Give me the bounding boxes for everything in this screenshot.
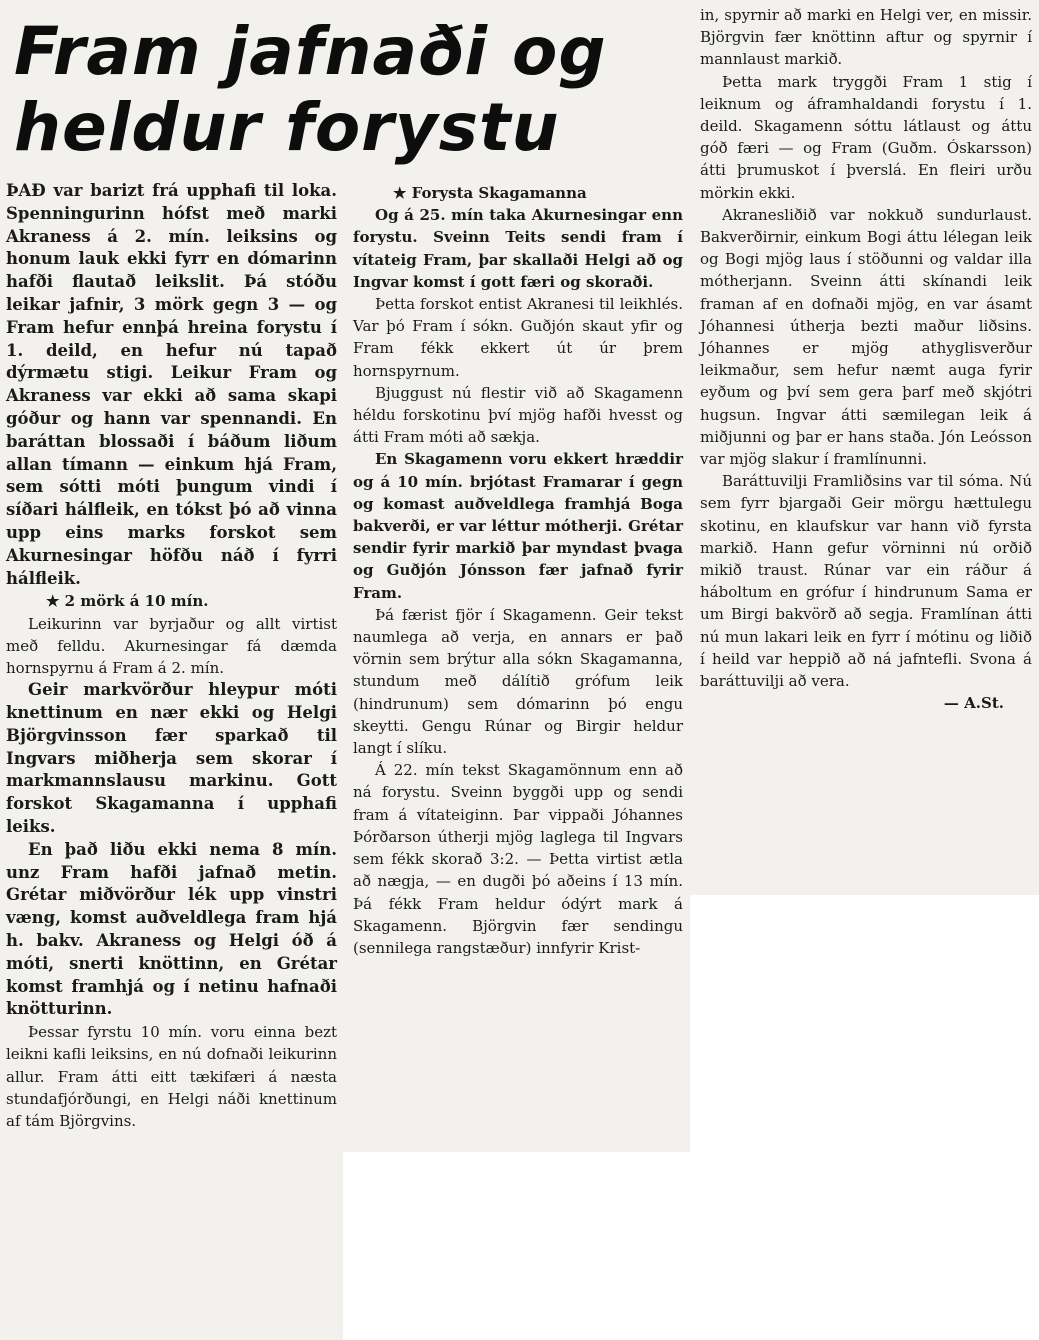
- paragraph: Akranesliðið var nokkuð sundurlaust. Bakverðirnir, einkum Bogi áttu lélegan leik og Bogi mjög laus í stöðunni og valdar illa mótherjann. Sveinn átti skínandi leik framan af en dofnaði mjög, en var ásamt Jóhannesi útherja bezti maður liðsins. Jóhannes er mjög athyglisverður leikmaður, sem hefur næmt auga fyrir eyðum og því sem gera þarf með skjótri hugsun. Ingvar átti sæmilegan leik á miðjunni og þar er hans staða. Jón Leósson var mjög slakur í framlínunni.: [700, 205, 1032, 469]
- headline: [0, 0, 682, 180]
- article-column-middle: [353, 182, 683, 959]
- lead-paragraph: ÞAÐ var barizt frá upphafi til loka. Spenningurinn hófst með marki Akraness á 2. mín. leiksins og honum lauk ekki fyrr en dómarinn hafði flautað leikslit. Þá stóðu leikar jafnir, 3 mörk gegn 3 — og Fram hefur ennþá hreina forystu í 1. deild, en hefur nú tapað dýrmætu stigi. Leikur Fram og Akraness var ekki að sama skapi góður og hann var spennandi. En baráttan blossaði í báðum liðum allan tímann — einkum hjá Fram, sem sótti móti þungum vindi í síðari hálfleik, en tókst þó að vinna upp eins marks forskot sem Akurnesingar höfðu náð í fyrri hálfleik.: [6, 181, 337, 588]
- subheading-2-goals: ★ 2 mörk á 10 mín.: [46, 592, 209, 611]
- article-column-left: [6, 180, 337, 1132]
- subheading-lead: ★ Forysta Skagamanna: [393, 184, 587, 202]
- paragraph: Þessar fyrstu 10 mín. voru einna bezt leikni kafli leiksins, en nú dofnaði leikurinn allur. Fram átti eitt tækifæri á næsta stundafjórðungi, en Helgi náði knettinum af tám Björgvins.: [6, 1023, 337, 1130]
- paragraph: Leikurinn var byrjaður og allt virtist með felldu. Akurnesingar fá dæmda hornspyrnu á Fram á 2. mín.: [6, 614, 337, 677]
- paragraph: Bjuggust nú flestir við að Skagamenn héldu forskotinu því mjög hafði hvesst og átti Fram móti að sækja.: [353, 383, 683, 447]
- headline-line-1: Fram jafnaði og: [14, 13, 607, 90]
- signature: — A.St.: [943, 694, 1004, 713]
- article-column-right: [700, 4, 1032, 715]
- paragraph: Þetta forskot entist Akranesi til leikhlés. Var þó Fram í sókn. Guðjón skaut yfir og Fram fékk ekkert út úr þrem hornspyrnum.: [353, 295, 683, 380]
- paragraph-continued: in, spyrnir að marki en Helgi ver, en missir. Björgvin fær knöttinn aftur og spyrnir í mannlaust markið.: [700, 6, 1032, 69]
- paragraph-bold: En það liðu ekki nema 8 mín. unz Fram hafði jafnað metin. Grétar miðvörður lék upp vinstri væng, komst auðveldlega fram hjá h. bakv. Akraness og Helgi óð á móti, snerti knöttinn, en Grétar komst framhjá og í netinu hafnaði knötturinn.: [6, 839, 337, 1019]
- paragraph: Þetta mark tryggði Fram 1 stig í leiknum og áframhaldandi forystu í 1. deild. Skagamenn sóttu látlaust og áttu góð færi — og Fram (Guðm. Óskarsson) átti þrumuskot í þverslá. En fleiri urðu mörkin ekki.: [700, 72, 1032, 202]
- paragraph: Á 22. mín tekst Skagamönnum enn að ná forystu. Sveinn byggði upp og sendi fram á vítateiginn. Þar vippaði Jóhannes Þórðarson útherji mjög laglega til Ingvars sem fékk skorað 3:2. — Þetta virtist ætla að nægja, — en dugði þó aðeins í 13 mín. Þá fékk Fram heldur ódýrt mark á Skagamenn. Björgvin fær sendingu (sennilega rangstæður) innfyrir Krist-: [353, 761, 683, 957]
- paragraph-bold: Geir markvörður hleypur móti knettinum en nær ekki og Helgi Björgvinsson fær sparkað til Ingvars miðherja sem skorar í markmannslausu markinu. Gott forskot Skagamanna í upphafi leiks.: [6, 680, 337, 836]
- paragraph: Baráttuvilji Framliðsins var til sóma. Nú sem fyrr bjargaði Geir mörgu hættulegu skotinu, en klaufskur var hann við fyrsta markið. Hann gefur vörninni nú orðið mikið traust. Rúnar var ein ráður á háboltum en grófur í hindrunum Sama er um Birgi bakvörð að segja. Framlínan átti nú mun lakari leik en fyrr í mótinu og liðið í heild var heppið að ná jafntefli. Svona á baráttuvilji að vera.: [700, 472, 1032, 691]
- paragraph-bold: En Skagamenn voru ekkert hræddir og á 10 mín. brjótast Framarar í gegn og komast auðveldlega framhjá Boga bakverði, er var léttur mótherji. Grétar sendir fyrir markið þar myndast þvaga og Guðjón Jónsson fær jafnað fyrir Fram.: [353, 450, 683, 602]
- paragraph: Þá færist fjör í Skagamenn. Geir tekst naumlega að verja, en annars er það vörnin sem brýtur alla sókn Skagamanna, stundum með dálítið grófum leik (hindrunum) sem dómarinn þó engu skeytti. Gengu Rúnar og Birgir heldur langt í slíku.: [353, 605, 683, 758]
- headline-line-2: heldur forystu: [14, 89, 560, 166]
- paragraph-bold: Og á 25. mín taka Akurnesingar enn forystu. Sveinn Teits sendi fram í vítateig Fram, þar skallaði Helgi að og Ingvar komst í gott færi og skoraði.: [353, 206, 683, 291]
